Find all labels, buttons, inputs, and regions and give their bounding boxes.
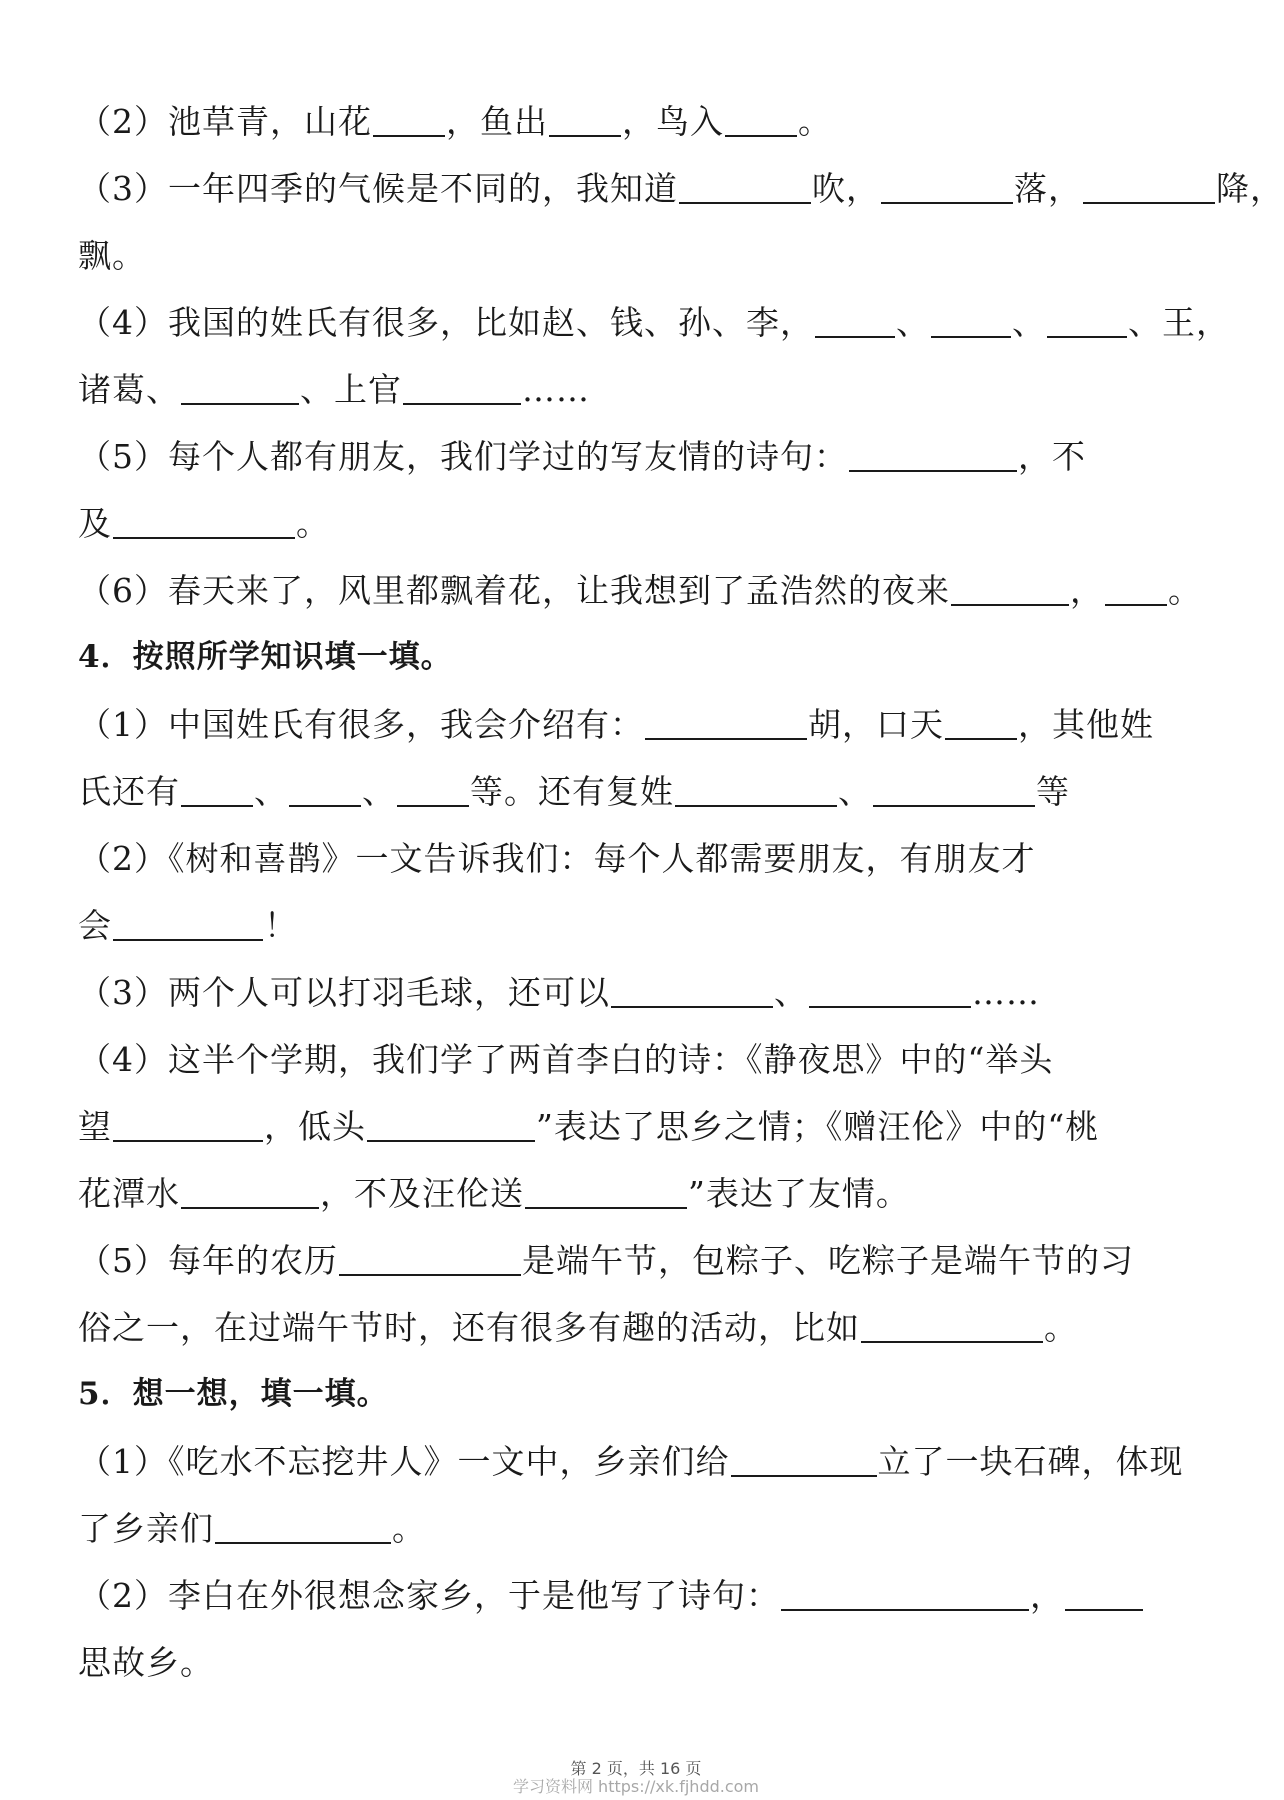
question-line <box>78 222 1198 289</box>
answer-blank[interactable] <box>945 708 1017 740</box>
question-line <box>78 1562 1198 1629</box>
answer-blank[interactable] <box>849 440 1017 472</box>
line-text: ，鱼出 <box>446 102 548 141</box>
question-line <box>78 959 1198 1026</box>
answer-blank[interactable] <box>525 1177 687 1209</box>
line-text: 飘。 <box>78 236 146 275</box>
line-text: 吹， <box>812 169 880 208</box>
answer-blank[interactable] <box>113 1110 263 1142</box>
answer-blank[interactable] <box>731 1445 877 1477</box>
answer-blank[interactable] <box>1105 574 1167 606</box>
line-text: …… <box>522 370 590 409</box>
line-text: ，低头 <box>264 1107 366 1146</box>
line-text: （5）每个人都有朋友，我们学过的写友情的诗句： <box>78 437 848 476</box>
answer-blank[interactable] <box>113 507 295 539</box>
line-text: ”表达了友情。 <box>688 1174 910 1213</box>
line-text: 、 <box>362 772 396 811</box>
line-text: （2）李白在外很想念家乡，于是他写了诗句： <box>78 1576 780 1615</box>
line-text: 是端午节，包粽子、吃粽子是端午节的习 <box>522 1241 1134 1280</box>
line-text: …… <box>972 973 1040 1012</box>
answer-blank[interactable] <box>725 105 797 137</box>
answer-blank[interactable] <box>549 105 621 137</box>
line-text: 了乡亲们 <box>78 1509 214 1548</box>
line-text: 、 <box>774 973 808 1012</box>
question-line <box>78 825 1198 892</box>
line-text: 4．按照所学知识填一填。 <box>78 639 453 675</box>
answer-blank[interactable] <box>339 1244 521 1276</box>
line-text: （3）两个人可以打羽毛球，还可以 <box>78 973 610 1012</box>
answer-blank[interactable] <box>861 1311 1043 1343</box>
answer-blank[interactable] <box>675 775 837 807</box>
line-text: 5．想一想，填一填。 <box>78 1376 389 1412</box>
line-text: 会 <box>78 906 112 945</box>
question-line <box>78 758 1198 825</box>
question-line <box>78 1093 1198 1160</box>
line-text: 、 <box>254 772 288 811</box>
line-text: 及 <box>78 504 112 543</box>
answer-blank[interactable] <box>181 775 253 807</box>
line-text: 望 <box>78 1107 112 1146</box>
line-text: 胡，口天 <box>808 705 944 744</box>
line-text: （3）一年四季的气候是不同的，我知道 <box>78 169 678 208</box>
line-text: （4）我国的姓氏有很多，比如赵、钱、孙、李， <box>78 303 814 342</box>
document-body <box>78 88 1284 1696</box>
answer-blank[interactable] <box>679 172 811 204</box>
page-number: 第 2 页，共 16 页 <box>570 1759 702 1778</box>
answer-blank[interactable] <box>373 105 445 137</box>
line-text: 降， <box>1216 169 1284 208</box>
line-text: ”表达了思乡之情；《赠汪伦》中的“桃 <box>536 1107 1100 1146</box>
question-line <box>78 1495 1198 1562</box>
answer-blank[interactable] <box>113 909 263 941</box>
line-text: 花潭水 <box>78 1174 180 1213</box>
line-text: 。 <box>1168 571 1202 610</box>
line-text: 俗之一，在过端午节时，还有很多有趣的活动，比如 <box>78 1308 860 1347</box>
line-text: ， <box>1070 571 1104 610</box>
answer-blank[interactable] <box>931 306 1011 338</box>
answer-blank[interactable] <box>181 1177 319 1209</box>
line-text: 诸葛、 <box>78 370 180 409</box>
question-line <box>78 490 1198 557</box>
line-text: 。 <box>798 102 832 141</box>
question-line <box>78 88 1198 155</box>
answer-blank[interactable] <box>215 1512 391 1544</box>
line-text: 。 <box>296 504 330 543</box>
answer-blank[interactable] <box>815 306 895 338</box>
line-text: 落， <box>1014 169 1082 208</box>
line-text: ， <box>1030 1576 1064 1615</box>
question-line <box>78 1026 1198 1093</box>
line-text: 思故乡。 <box>78 1643 214 1682</box>
answer-blank[interactable] <box>289 775 361 807</box>
question-line <box>78 356 1198 423</box>
line-text: 。 <box>392 1509 426 1548</box>
line-text: 、 <box>838 772 872 811</box>
answer-blank[interactable] <box>403 373 521 405</box>
answer-blank[interactable] <box>873 775 1035 807</box>
line-text: 立了一块石碑，体现 <box>877 1442 1184 1481</box>
answer-blank[interactable] <box>809 976 971 1008</box>
answer-blank[interactable] <box>1083 172 1215 204</box>
question-line <box>78 1160 1198 1227</box>
section-heading <box>78 1361 1198 1428</box>
line-text: （2）《树和喜鹊》一文告诉我们：每个人都需要朋友，有朋友才 <box>78 839 1036 878</box>
line-text: 。 <box>1044 1308 1078 1347</box>
line-text: 、 <box>1012 303 1046 342</box>
line-text: ，不及汪伦送 <box>320 1174 524 1213</box>
line-text: 等 <box>1036 772 1070 811</box>
line-text: 等。还有复姓 <box>470 772 674 811</box>
line-text: ，不 <box>1018 437 1086 476</box>
line-text: 、 <box>896 303 930 342</box>
answer-blank[interactable] <box>645 708 807 740</box>
line-text: 、上官 <box>300 370 402 409</box>
answer-blank[interactable] <box>881 172 1013 204</box>
question-line <box>78 1428 1198 1495</box>
line-text: （5）每年的农历 <box>78 1241 338 1280</box>
line-text: ，其他姓 <box>1018 705 1154 744</box>
question-line <box>78 423 1198 490</box>
question-line <box>78 1227 1198 1294</box>
line-text: ，鸟入 <box>622 102 724 141</box>
line-text: 、王， <box>1128 303 1230 342</box>
answer-blank[interactable] <box>951 574 1069 606</box>
line-text: （6）春天来了，风里都飘着花，让我想到了孟浩然的夜来 <box>78 571 950 610</box>
answer-blank[interactable] <box>397 775 469 807</box>
line-text: （1）中国姓氏有很多，我会介绍有： <box>78 705 644 744</box>
question-line <box>78 1294 1198 1361</box>
answer-blank[interactable] <box>367 1110 535 1142</box>
line-text: （4）这半个学期，我们学了两首李白的诗：《静夜思》中的“举头 <box>78 1040 1054 1079</box>
section-heading <box>78 624 1198 691</box>
line-text: 氏还有 <box>78 772 180 811</box>
line-text: （1）《吃水不忘挖井人》一文中，乡亲们给 <box>78 1442 730 1481</box>
answer-blank[interactable] <box>181 373 299 405</box>
question-line <box>78 289 1230 356</box>
question-line <box>78 892 1198 959</box>
line-text: （2）池草青，山花 <box>78 102 372 141</box>
line-text: ！ <box>264 906 298 945</box>
watermark-text: 学习资料网 https://xk.fjhdd.com <box>512 1777 760 1796</box>
answer-blank[interactable] <box>1065 1579 1143 1611</box>
answer-blank[interactable] <box>611 976 773 1008</box>
question-line <box>78 1629 1198 1696</box>
question-line <box>78 155 1284 222</box>
answer-blank[interactable] <box>781 1579 1029 1611</box>
answer-blank[interactable] <box>1047 306 1127 338</box>
question-line <box>78 691 1198 758</box>
question-line <box>78 557 1202 624</box>
